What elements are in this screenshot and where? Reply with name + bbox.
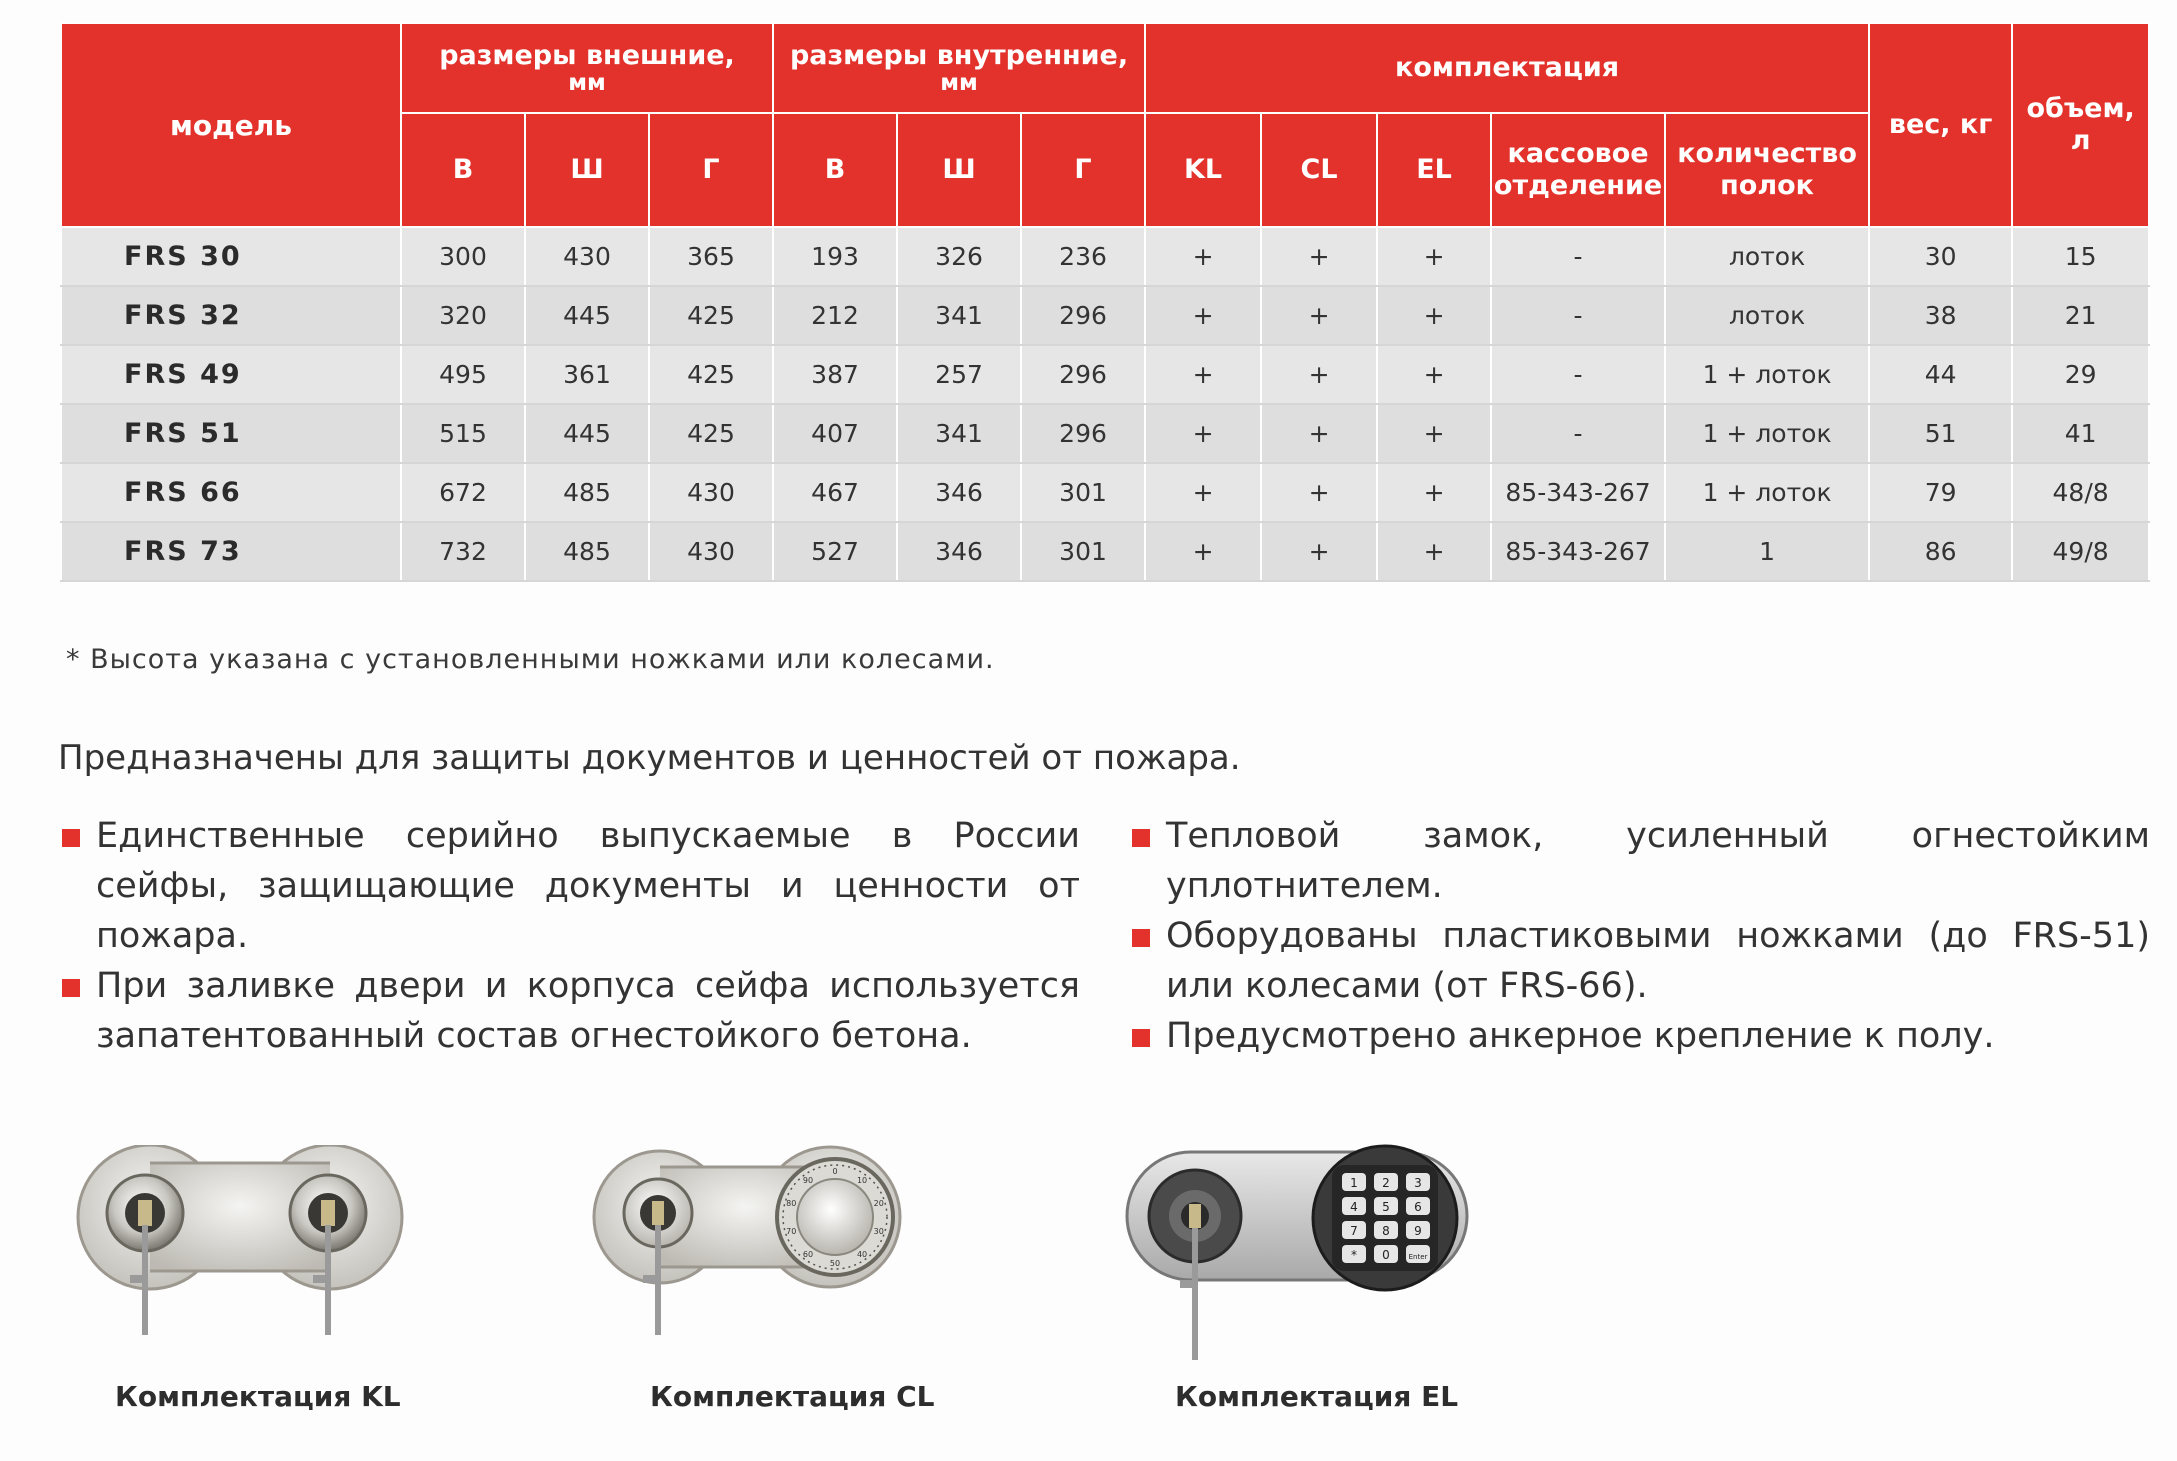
feature-item bbox=[1130, 911, 2150, 1011]
weight-cell: 30 bbox=[1869, 227, 2012, 286]
outer-width-cell: 445 bbox=[525, 286, 649, 345]
feature-text: При заливке двери и корпуса сейфа используется запатентованный состав огнестойкого бетона. bbox=[96, 966, 1080, 1056]
header-outer-unit: мм bbox=[568, 70, 606, 96]
kit-cl-cell: + bbox=[1261, 463, 1377, 522]
keypad-key-label: 3 bbox=[1414, 1176, 1422, 1190]
intro-text: Предназначены для защиты документов и ценностей от пожара. bbox=[58, 738, 1241, 778]
kit-cl-cell: + bbox=[1261, 522, 1377, 581]
volume-cell: 15 bbox=[2012, 227, 2149, 286]
header-kit-el: EL bbox=[1377, 113, 1491, 227]
kit-cl-cell: + bbox=[1261, 286, 1377, 345]
keypad-key-label: 0 bbox=[1382, 1248, 1390, 1262]
dial-number: 20 bbox=[873, 1198, 884, 1208]
kit-kl-cell: + bbox=[1145, 286, 1261, 345]
cash-cell: - bbox=[1491, 227, 1665, 286]
kit-cl-cell: + bbox=[1261, 345, 1377, 404]
volume-cell: 49/8 bbox=[2012, 522, 2149, 581]
keypad-icon bbox=[1313, 1146, 1457, 1290]
shelves-cell: лоток bbox=[1665, 227, 1869, 286]
inner-width-cell: 326 bbox=[897, 227, 1021, 286]
kit-el-cell: + bbox=[1377, 286, 1491, 345]
shelves-cell: 1 bbox=[1665, 522, 1869, 581]
feature-text: Предусмотрено анкерное крепление к полу. bbox=[1166, 1016, 1995, 1056]
outer-height-cell: 300 bbox=[401, 227, 525, 286]
bullet-square-icon bbox=[62, 829, 80, 847]
kit-kl-cell: + bbox=[1145, 345, 1261, 404]
header-model: модель bbox=[61, 23, 401, 227]
table-row bbox=[61, 463, 2149, 522]
header-outer-label: размеры внешние, bbox=[439, 40, 735, 71]
outer-width-cell: 485 bbox=[525, 522, 649, 581]
model-cell: FRS 30 bbox=[61, 227, 401, 286]
inner-depth-cell: 296 bbox=[1021, 345, 1145, 404]
cl-caption: Комплектация CL bbox=[650, 1380, 935, 1413]
volume-cell: 29 bbox=[2012, 345, 2149, 404]
inner-depth-cell: 236 bbox=[1021, 227, 1145, 286]
model-cell: FRS 32 bbox=[61, 286, 401, 345]
cash-cell: - bbox=[1491, 286, 1665, 345]
shelves-cell: лоток bbox=[1665, 286, 1869, 345]
outer-depth-cell: 430 bbox=[649, 522, 773, 581]
el-lock-image bbox=[1125, 1140, 1475, 1370]
dial-number: 60 bbox=[802, 1250, 814, 1260]
kl-caption: Комплектация KL bbox=[115, 1380, 401, 1413]
outer-height-cell: 320 bbox=[401, 286, 525, 345]
header-inner-width: Ш bbox=[897, 113, 1021, 227]
dial-number: 90 bbox=[802, 1175, 814, 1185]
kit-el-cell: + bbox=[1377, 522, 1491, 581]
header-outer-height: В bbox=[401, 113, 525, 227]
keypad-key-label: 9 bbox=[1414, 1224, 1422, 1238]
volume-cell: 48/8 bbox=[2012, 463, 2149, 522]
outer-width-cell: 485 bbox=[525, 463, 649, 522]
combination-dial-icon bbox=[777, 1159, 893, 1275]
bullet-square-icon bbox=[1132, 1029, 1150, 1047]
volume-cell: 21 bbox=[2012, 286, 2149, 345]
header-outer-depth: Г bbox=[649, 113, 773, 227]
outer-depth-cell: 430 bbox=[649, 463, 773, 522]
kit-cl-cell: + bbox=[1261, 404, 1377, 463]
kit-kl-cell: + bbox=[1145, 404, 1261, 463]
keypad-key-label: 2 bbox=[1382, 1176, 1390, 1190]
keypad-key-label: Enter bbox=[1408, 1253, 1428, 1261]
kit-kl-cell: + bbox=[1145, 227, 1261, 286]
kit-el-cell: + bbox=[1377, 227, 1491, 286]
shelves-cell: 1 + лоток bbox=[1665, 345, 1869, 404]
outer-width-cell: 430 bbox=[525, 227, 649, 286]
feature-text: Единственные серийно выпускаемые в России сейфы, защищающие документы и ценности от пожара. bbox=[96, 816, 1080, 956]
inner-height-cell: 387 bbox=[773, 345, 897, 404]
outer-width-cell: 361 bbox=[525, 345, 649, 404]
shelves-cell: 1 + лоток bbox=[1665, 463, 1869, 522]
feature-text: Тепловой замок, усиленный огнестойким уплотнителем. bbox=[1166, 816, 2150, 906]
table-row bbox=[61, 522, 2149, 581]
cash-cell: 85-343-267 bbox=[1491, 463, 1665, 522]
shelves-cell: 1 + лоток bbox=[1665, 404, 1869, 463]
spec-table bbox=[60, 22, 2150, 582]
feature-text: Оборудованы пластиковыми ножками (до FRS-51) или колесами (от FRS-66). bbox=[1166, 916, 2150, 1006]
inner-width-cell: 341 bbox=[897, 286, 1021, 345]
kit-cl-cell: + bbox=[1261, 227, 1377, 286]
keypad-key-label: 7 bbox=[1350, 1224, 1358, 1238]
feature-item bbox=[1130, 811, 2150, 911]
dial-number: 40 bbox=[856, 1250, 868, 1260]
inner-width-cell: 341 bbox=[897, 404, 1021, 463]
header-inner-height: В bbox=[773, 113, 897, 227]
feature-item bbox=[60, 811, 1080, 961]
dial-number: 70 bbox=[786, 1227, 797, 1237]
header-outer-dims bbox=[401, 23, 773, 113]
outer-height-cell: 672 bbox=[401, 463, 525, 522]
header-inner-depth: Г bbox=[1021, 113, 1145, 227]
weight-cell: 86 bbox=[1869, 522, 2012, 581]
inner-height-cell: 212 bbox=[773, 286, 897, 345]
table-row bbox=[61, 227, 2149, 286]
header-volume-unit: л bbox=[2070, 125, 2091, 156]
inner-depth-cell: 296 bbox=[1021, 404, 1145, 463]
feature-item bbox=[60, 961, 1080, 1061]
features-list-right bbox=[1130, 811, 2150, 1061]
outer-depth-cell: 425 bbox=[649, 404, 773, 463]
el-caption: Комплектация EL bbox=[1175, 1380, 1459, 1413]
header-inner-label: размеры внутренние, bbox=[789, 40, 1129, 71]
keypad-key-label: * bbox=[1351, 1248, 1357, 1262]
table-row bbox=[61, 345, 2149, 404]
kl-lock-image bbox=[60, 1145, 420, 1345]
cash-cell: 85-343-267 bbox=[1491, 522, 1665, 581]
header-weight: вес, кг bbox=[1869, 23, 2012, 227]
dial-number: 30 bbox=[873, 1227, 884, 1237]
header-inner-dims bbox=[773, 23, 1145, 113]
model-cell: FRS 73 bbox=[61, 522, 401, 581]
weight-cell: 79 bbox=[1869, 463, 2012, 522]
features-list-left bbox=[60, 811, 1080, 1061]
header-volume-label: объем, bbox=[2026, 93, 2135, 124]
model-cell: FRS 51 bbox=[61, 404, 401, 463]
table-row bbox=[61, 286, 2149, 345]
footnote: * Высота указана с установленными ножками или колесами. bbox=[66, 644, 995, 675]
header-cash-compartment: кассовое отделение bbox=[1491, 113, 1665, 227]
keypad-key-label: 4 bbox=[1350, 1200, 1358, 1214]
header-volume bbox=[2012, 23, 2149, 227]
kit-el-cell: + bbox=[1377, 463, 1491, 522]
weight-cell: 51 bbox=[1869, 404, 2012, 463]
outer-width-cell: 445 bbox=[525, 404, 649, 463]
header-shelves: количество полок bbox=[1665, 113, 1869, 227]
header-kit-cl: CL bbox=[1261, 113, 1377, 227]
outer-depth-cell: 425 bbox=[649, 286, 773, 345]
inner-width-cell: 346 bbox=[897, 463, 1021, 522]
inner-height-cell: 527 bbox=[773, 522, 897, 581]
kit-kl-cell: + bbox=[1145, 463, 1261, 522]
outer-height-cell: 495 bbox=[401, 345, 525, 404]
dial-number: 80 bbox=[786, 1198, 797, 1208]
cl-lock-image bbox=[580, 1145, 920, 1345]
dial-number: 10 bbox=[856, 1175, 868, 1185]
table-body bbox=[61, 227, 2149, 581]
weight-cell: 44 bbox=[1869, 345, 2012, 404]
inner-height-cell: 407 bbox=[773, 404, 897, 463]
model-cell: FRS 49 bbox=[61, 345, 401, 404]
bullet-square-icon bbox=[62, 979, 80, 997]
bullet-square-icon bbox=[1132, 929, 1150, 947]
kit-kl-cell: + bbox=[1145, 522, 1261, 581]
inner-depth-cell: 301 bbox=[1021, 522, 1145, 581]
keypad-key-label: 8 bbox=[1382, 1224, 1390, 1238]
outer-height-cell: 732 bbox=[401, 522, 525, 581]
keypad-key-label: 5 bbox=[1382, 1200, 1390, 1214]
inner-height-cell: 467 bbox=[773, 463, 897, 522]
cash-cell: - bbox=[1491, 345, 1665, 404]
weight-cell: 38 bbox=[1869, 286, 2012, 345]
header-equipment: комплектация bbox=[1145, 23, 1869, 113]
keypad-key-label: 1 bbox=[1350, 1176, 1358, 1190]
volume-cell: 41 bbox=[2012, 404, 2149, 463]
header-outer-width: Ш bbox=[525, 113, 649, 227]
cash-cell: - bbox=[1491, 404, 1665, 463]
outer-height-cell: 515 bbox=[401, 404, 525, 463]
outer-depth-cell: 365 bbox=[649, 227, 773, 286]
outer-depth-cell: 425 bbox=[649, 345, 773, 404]
header-inner-unit: мм bbox=[940, 70, 978, 96]
inner-depth-cell: 301 bbox=[1021, 463, 1145, 522]
dial-number: 50 bbox=[829, 1259, 841, 1268]
inner-width-cell: 346 bbox=[897, 522, 1021, 581]
bullet-square-icon bbox=[1132, 829, 1150, 847]
model-cell: FRS 66 bbox=[61, 463, 401, 522]
keypad-key-label: 6 bbox=[1414, 1200, 1422, 1214]
kit-el-cell: + bbox=[1377, 404, 1491, 463]
header-kit-kl: KL bbox=[1145, 113, 1261, 227]
feature-item bbox=[1130, 1011, 2150, 1061]
table-row bbox=[61, 404, 2149, 463]
dial-number: 0 bbox=[832, 1167, 838, 1176]
inner-depth-cell: 296 bbox=[1021, 286, 1145, 345]
kit-el-cell: + bbox=[1377, 345, 1491, 404]
inner-width-cell: 257 bbox=[897, 345, 1021, 404]
inner-height-cell: 193 bbox=[773, 227, 897, 286]
